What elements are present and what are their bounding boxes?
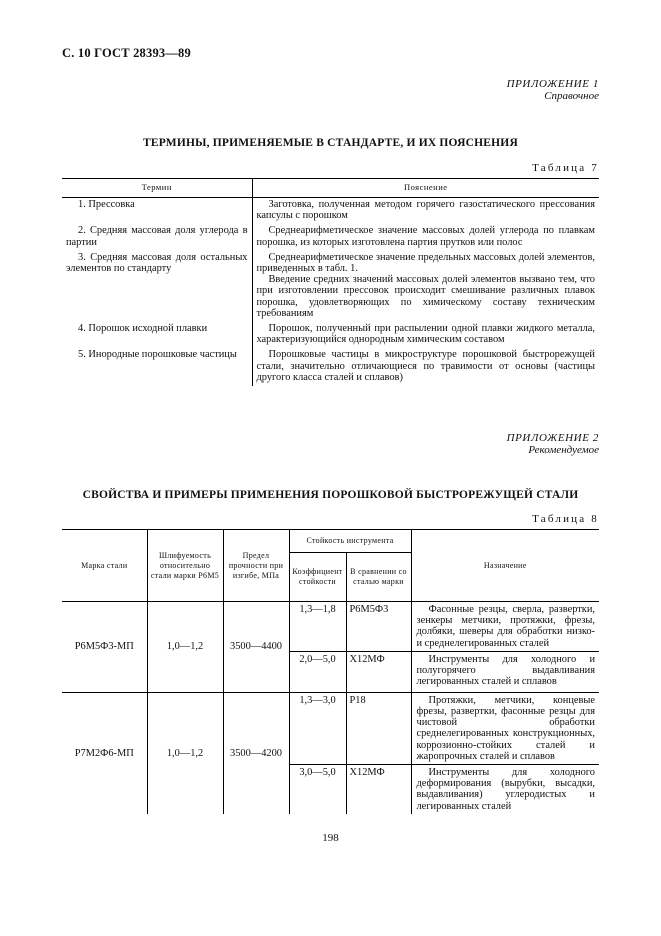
section-1-title: ТЕРМИНЫ, ПРИМЕНЯЕМЫЕ В СТАНДАРТЕ, И ИХ ПОЯСНЕНИЯ (143, 137, 518, 149)
column-header-term: Термин (62, 179, 252, 198)
purpose-cell: Инструменты для холодного и полугорячего выдавливания легированных сталей и сплавов (411, 651, 599, 692)
term-cell: 2. Средняя массовая доля углерода в партии (66, 225, 248, 248)
column-header-durability: Стойкость инструмента (289, 530, 411, 553)
purpose-cell: Фасонные резцы, сверла, развертки, зенкеры метчики, протяжки, фрезы, долбяки, шеверы для обработки низко- и среднелегированных сталей (411, 602, 599, 652)
coefficient-cell: 2,0—5,0 (289, 651, 346, 692)
column-header-grindability: Шлифуемость относительно стали марки Р6М5 (147, 530, 223, 602)
table-8-header-row-1 (62, 530, 599, 553)
page-header: С. 10 ГОСТ 28393—89 (62, 46, 191, 60)
grade-cell: Р7М2Ф6-МП (62, 692, 147, 814)
table-row (62, 224, 599, 250)
explanation-cell: Заготовка, полученная методом горячего газостатического прессования капсулы с порошком (252, 198, 599, 225)
coefficient-cell: 3,0—5,0 (289, 765, 346, 814)
appendix-1-label (507, 78, 599, 102)
strength-cell: 3500—4400 (223, 602, 289, 693)
table-row (62, 322, 599, 348)
table-row (62, 692, 599, 764)
section-2-title: СВОЙСТВА И ПРИМЕРЫ ПРИМЕНЕНИЯ ПОРОШКОВОЙ БЫСТРОРЕЖУЩЕЙ СТАЛИ (82, 489, 579, 501)
column-header-coefficient: Коэффициент стойкости (289, 553, 346, 602)
term-cell: 5. Инородные порошковые частицы (78, 349, 237, 361)
table-8-caption: Таблица 8 (532, 513, 599, 525)
compare-cell: Х12МФ (346, 651, 411, 692)
term-cell: 4. Порошок исходной плавки (78, 323, 208, 335)
appendix-2-label (507, 432, 599, 456)
column-header-compare: В сравнении со сталью марки (346, 553, 411, 602)
compare-cell: Х12МФ (346, 765, 411, 814)
compare-cell: Р6М5Ф3 (346, 602, 411, 652)
table-8 (62, 529, 599, 814)
column-header-purpose: Назначение (411, 530, 599, 602)
grindability-cell: 1,0—1,2 (147, 692, 223, 814)
explanation-cell: Порошок, полученный при распылении одной плавки жидкого металла, характеризующийся однородным химическим составом (252, 322, 599, 348)
column-header-strength: Предел прочности при изгибе, МПа (223, 530, 289, 602)
appendix-1-title: ПРИЛОЖЕНИЕ 1 (506, 78, 599, 90)
table-7-header-row (62, 179, 599, 198)
table-7 (62, 178, 599, 386)
table-row (62, 198, 599, 225)
appendix-1-subtitle: Справочное (544, 90, 599, 102)
appendix-2-subtitle: Рекомендуемое (528, 444, 599, 456)
table-row (62, 251, 599, 322)
explanation-cell: Среднеарифметическое значение массовых долей углерода по плавкам порошка, из которых изготовлена партия прутков или полос (252, 224, 599, 250)
grade-cell: Р6М5Ф3-МП (62, 602, 147, 693)
grindability-cell: 1,0—1,2 (147, 602, 223, 693)
coefficient-cell: 1,3—3,0 (289, 692, 346, 764)
strength-cell: 3500—4200 (223, 692, 289, 814)
compare-cell: Р18 (346, 692, 411, 764)
table-row (62, 602, 599, 652)
explanation-cell: Порошковые частицы в микроструктуре порошковой быстрорежущей стали, значительно отличающиеся по травимости от основы (частицы другого класса сталей и сплавов) (252, 348, 599, 386)
explanation-cell: Среднеарифметическое значение предельных массовых долей элементов, приведенных в табл. 1. Введение средних значений массовых долей элементов вызвано тем, что при изготовлении прессовок происходит смешивание различных плавок порошка, удовлетворяющих по химическому составу техническим требованиям (252, 251, 599, 322)
page-number: 198 (322, 832, 339, 844)
table-7-caption: Таблица 7 (532, 162, 599, 174)
term-cell: 1. Прессовка (78, 199, 135, 210)
purpose-cell: Инструменты для холодного деформирования (вырубки, высадки, выдавливания) углеродистых и легированных сталей (411, 765, 599, 814)
purpose-cell: Протяжки, метчики, концевые фрезы, развертки, фасонные резцы для чистовой обработки среднелегированных конструкционных, коррозионно-стойких сталей и жаропрочных сталей и сплавов (411, 692, 599, 764)
column-header-explanation: Пояснение (252, 179, 599, 198)
coefficient-cell: 1,3—1,8 (289, 602, 346, 652)
term-cell: 3. Средняя массовая доля остальных элементов по стандарту (66, 251, 248, 275)
column-header-grade: Марка стали (62, 530, 147, 602)
appendix-2-title: ПРИЛОЖЕНИЕ 2 (506, 432, 599, 444)
table-row (62, 348, 599, 386)
